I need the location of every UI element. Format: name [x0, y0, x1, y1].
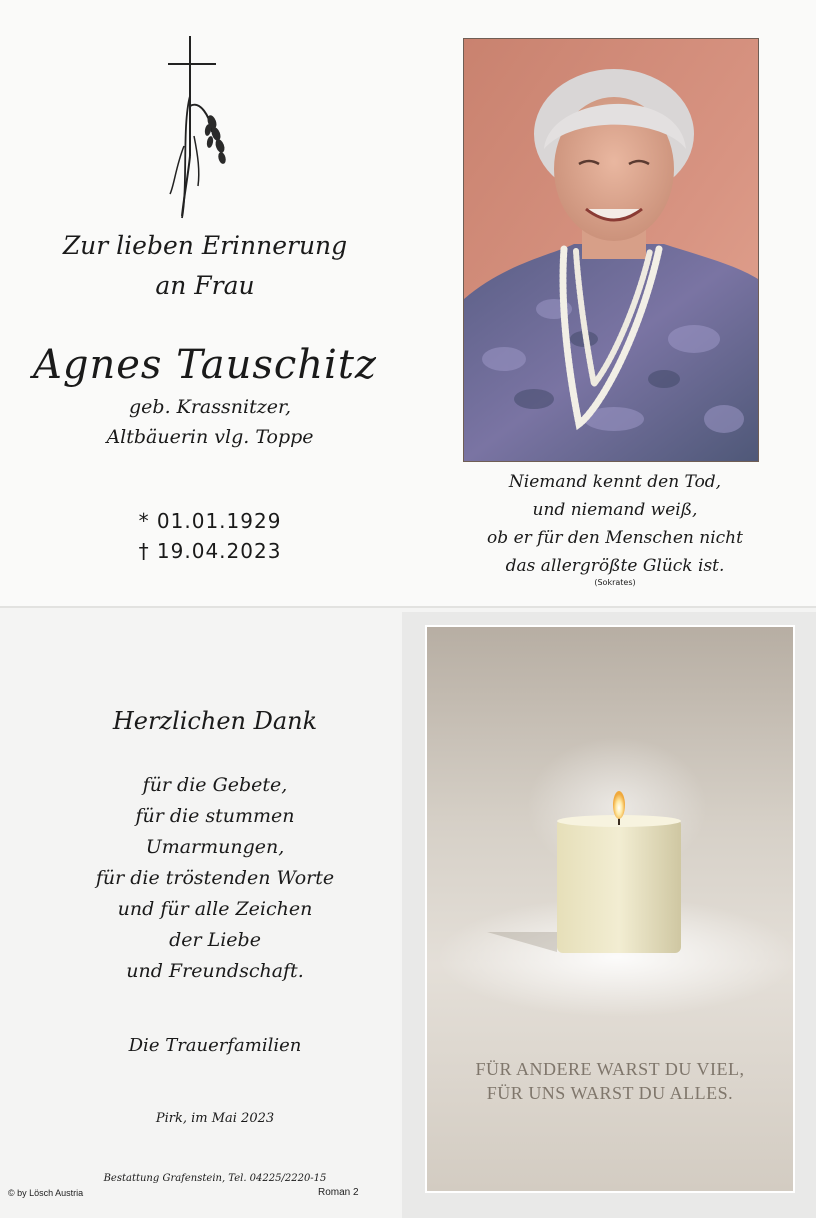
quote-line: und niemand weiß, — [532, 500, 698, 520]
quote-source: (Sokrates) — [594, 578, 636, 587]
thanks-title: Herzlichen Dank — [112, 707, 318, 735]
candle-image — [427, 627, 793, 1191]
candle-card — [425, 625, 795, 1193]
motto-line-2: FÜR UNS WARST DU ALLES. — [486, 1083, 734, 1103]
funeral-home: Bestattung Grafenstein, Tel. 04225/2220-15 — [103, 1173, 327, 1184]
intro-text — [20, 226, 390, 306]
thanks-text — [20, 770, 410, 987]
card-model: Roman 2 — [318, 1187, 359, 1198]
deceased-name: Agnes Tauschitz — [33, 342, 377, 388]
occupation: Altbäuerin vlg. Toppe — [106, 426, 314, 448]
life-dates — [20, 506, 400, 566]
quote-line: Niemand kennt den Tod, — [508, 472, 722, 492]
thanks-line: für die tröstenden Worte — [95, 867, 335, 889]
thanks-line: für die stummen — [135, 805, 295, 827]
thanks-line: der Liebe — [169, 929, 261, 951]
deceased-details — [20, 392, 400, 452]
thanks-line: für die Gebete, — [142, 774, 288, 796]
quote-line: ob er für den Menschen nicht — [487, 528, 743, 548]
death-date: † 19.04.2023 — [138, 539, 282, 563]
quote-line: das allergrößte Glück ist. — [505, 556, 725, 576]
thanks-line: Umarmungen, — [145, 836, 285, 858]
place-date: Pirk, im Mai 2023 — [155, 1111, 275, 1126]
portrait-photo — [463, 38, 759, 462]
quote-text — [450, 468, 780, 580]
intro-line-1: Zur lieben Erinnerung — [62, 231, 348, 260]
cross-wheat-icon — [160, 36, 230, 226]
motto-line-1: FÜR ANDERE WARST DU VIEL, — [475, 1059, 745, 1079]
birth-date: * 01.01.1929 — [138, 509, 282, 533]
fold-line — [0, 606, 816, 608]
thanks-line: und für alle Zeichen — [117, 898, 313, 920]
copyright: © by Lösch Austria — [8, 1188, 84, 1198]
portrait-image — [464, 39, 758, 461]
family-signature: Die Trauerfamilien — [128, 1035, 302, 1056]
candle-motto — [427, 1057, 793, 1105]
thanks-line: und Freundschaft. — [126, 960, 304, 982]
intro-line-2: an Frau — [155, 271, 255, 300]
birth-name: geb. Krassnitzer, — [129, 396, 291, 418]
